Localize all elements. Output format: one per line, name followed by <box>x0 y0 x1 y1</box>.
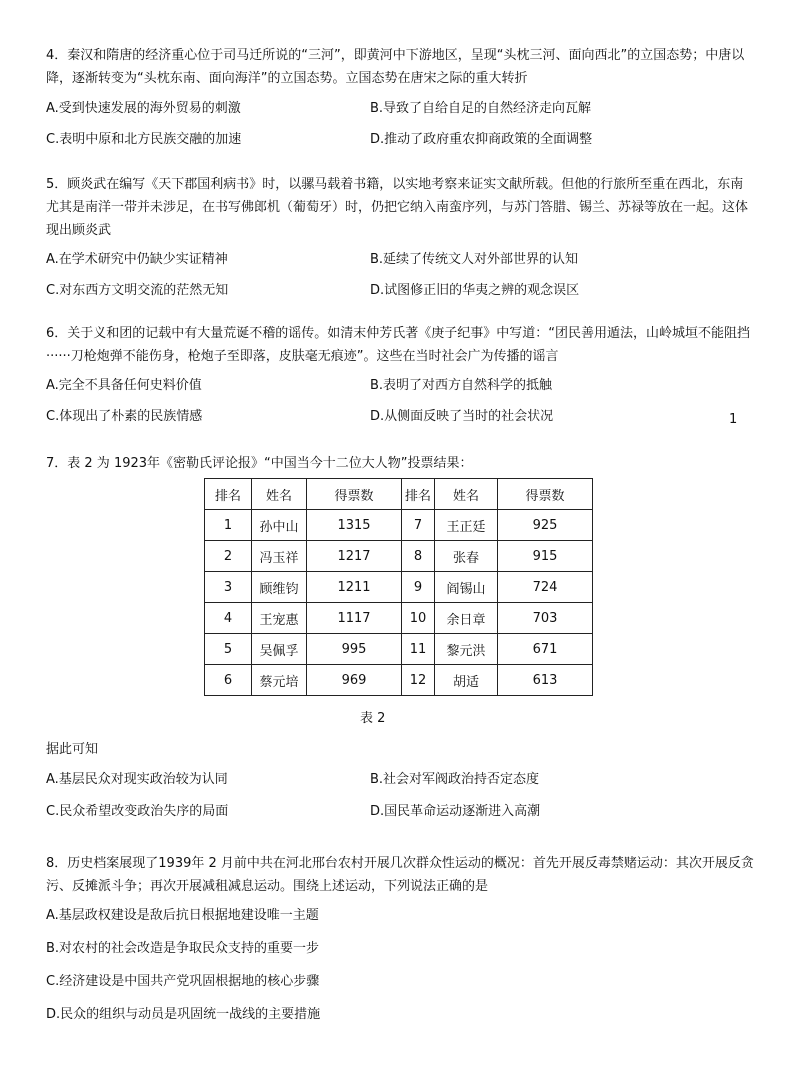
table-cell: 2 <box>205 541 252 572</box>
question-6-option-c[interactable]: C.体现出了朴素的民族情感 <box>46 409 203 424</box>
question-4-option-b[interactable]: B.导致了自给自足的自然经济走向瓦解 <box>370 101 592 116</box>
question-6-option-b[interactable]: B.表明了对西方自然科学的抵触 <box>370 378 553 393</box>
table-cell: 4 <box>205 603 252 634</box>
table-cell: 王正廷 <box>435 510 498 541</box>
question-8-option-a[interactable]: A.基层政权建设是敌后抗日根据地建设唯一主题 <box>46 908 319 923</box>
question-5-stem: 5．顾炎武在编写《天下郡国利病书》时，以骡马载着书籍，以实地考察来证实文献所载。但他的行旅所至重在西北，东南尤其是南洋一带并未涉足，在书写佛郎机（葡萄牙）时，仍把它纳入南蛮序列，与苏门答腊、锡兰、苏禄等放在一起。这体现出顾炎武 <box>46 177 749 238</box>
table-cell: 冯玉祥 <box>252 541 307 572</box>
table-cell: 8 <box>402 541 435 572</box>
question-6-option-d[interactable]: D.从侧面反映了当时的社会状况 <box>370 409 554 424</box>
question-8-option-c[interactable]: C.经济建设是中国共产党巩固根据地的核心步骤 <box>46 974 320 989</box>
table-cell: 10 <box>402 603 435 634</box>
table-header-cell: 排名 <box>402 479 435 510</box>
question-8-option-d[interactable]: D.民众的组织与动员是巩固统一战线的主要措施 <box>46 1007 321 1022</box>
question-7-option-c[interactable]: C.民众希望改变政治失序的局面 <box>46 804 229 819</box>
table-header-cell: 姓名 <box>252 479 307 510</box>
table-cell: 顾维钧 <box>252 572 307 603</box>
question-6-option-a[interactable]: A.完全不具备任何史料价值 <box>46 378 202 393</box>
question-4-options <box>46 97 754 167</box>
table-cell: 蔡元培 <box>252 665 307 696</box>
table-cell: 1315 <box>307 510 402 541</box>
table-cell: 胡适 <box>435 665 498 696</box>
table-cell: 724 <box>498 572 593 603</box>
question-5-option-d[interactable]: D.试图修正旧的华夷之辨的观念误区 <box>370 283 580 298</box>
question-5 <box>46 173 754 318</box>
table-row <box>205 572 593 603</box>
table-cell: 9 <box>402 572 435 603</box>
table-cell: 阎锡山 <box>435 572 498 603</box>
table-cell: 613 <box>498 665 593 696</box>
table-header-cell: 得票数 <box>498 479 593 510</box>
question-4-option-a[interactable]: A.受到快速发展的海外贸易的刺激 <box>46 101 241 116</box>
table-cell: 703 <box>498 603 593 634</box>
table-cell: 张春 <box>435 541 498 572</box>
table-cell: 王宠惠 <box>252 603 307 634</box>
question-4-option-c[interactable]: C.表明中原和北方民族交融的加速 <box>46 132 242 147</box>
question-4 <box>46 44 754 167</box>
table-cell: 余日章 <box>435 603 498 634</box>
vote-results-table <box>204 478 593 696</box>
question-8-stem: 8．历史档案展现了1939年 2 月前中共在河北邢台农村开展几次群众性运动的概况：首先开展反毒禁赌运动：其次开展反贪污、反摊派斗争；再次开展减租减息运动。围绕上述运动，下列说法正确的是 <box>46 856 754 894</box>
table-cell: 7 <box>402 510 435 541</box>
question-5-option-b[interactable]: B.延续了传统文人对外部世界的认知 <box>370 252 579 267</box>
table-cell: 995 <box>307 634 402 665</box>
question-4-option-d[interactable]: D.推动了政府重农抑商政策的全面调整 <box>370 132 593 147</box>
table-cell: 12 <box>402 665 435 696</box>
table-header-cell: 排名 <box>205 479 252 510</box>
table-cell: 671 <box>498 634 593 665</box>
question-7-options-wrap <box>46 768 754 828</box>
question-7-options <box>46 768 754 828</box>
table-cell: 915 <box>498 541 593 572</box>
question-6-options <box>46 374 754 434</box>
table-cell: 6 <box>205 665 252 696</box>
table-row <box>205 665 593 696</box>
table-header-row <box>205 479 593 510</box>
question-4-stem: 4．秦汉和隋唐的经济重心位于司马迁所说的“三河”，即黄河中下游地区，呈现“头枕三河、面向西北”的立国态势；中唐以降，逐渐转变为“头枕东南、面向海洋”的立国态势。立国态势在唐宋之际的重大转折 <box>46 48 745 86</box>
question-7 <box>46 452 754 475</box>
table-cell: 1211 <box>307 572 402 603</box>
question-7-option-d[interactable]: D.国民革命运动逐渐进入高潮 <box>370 804 541 819</box>
table-cell: 11 <box>402 634 435 665</box>
table-cell: 黎元洪 <box>435 634 498 665</box>
question-8-options <box>46 904 754 1034</box>
table-row <box>205 510 593 541</box>
question-7-option-b[interactable]: B.社会对军阀政治持否定态度 <box>370 772 540 787</box>
table-cell: 3 <box>205 572 252 603</box>
table-row <box>205 634 593 665</box>
table-cell: 925 <box>498 510 593 541</box>
table-header-cell: 得票数 <box>307 479 402 510</box>
question-6-stem: 6．关于义和团的记载中有大量荒诞不稽的谣传。如清末仲芳氏著《庚子纪事》中写道：“团民善用遁法，山岭城垣不能阻挡······刀枪炮弹不能伤身，枪炮子至即落，皮肤毫无痕迹”。这些在当时社会广为传播的谣言 <box>46 326 751 364</box>
question-6 <box>46 322 754 434</box>
table-cell: 5 <box>205 634 252 665</box>
question-8 <box>46 852 754 1034</box>
table-cell: 吴佩孚 <box>252 634 307 665</box>
table-row <box>205 541 593 572</box>
question-5-options <box>46 248 754 318</box>
question-5-option-a[interactable]: A.在学术研究中仍缺少实证精神 <box>46 252 228 267</box>
table-row <box>205 603 593 634</box>
table-header-cell: 姓名 <box>435 479 498 510</box>
table-cell: 孙中山 <box>252 510 307 541</box>
question-7-lead: 据此可知 <box>46 742 99 757</box>
table-cell: 1 <box>205 510 252 541</box>
question-7-option-a[interactable]: A.基层民众对现实政治较为认同 <box>46 772 228 787</box>
table-cell: 969 <box>307 665 402 696</box>
question-5-option-c[interactable]: C.对东西方文明交流的茫然无知 <box>46 283 229 298</box>
table-cell: 1117 <box>307 603 402 634</box>
question-7-stem: 7．表 2 为 1923年《密勒氏评论报》“中国当今十二位大人物”投票结果： <box>46 456 473 471</box>
table-caption: 表 2 <box>360 711 386 726</box>
question-8-option-b[interactable]: B.对农村的社会改造是争取民众支持的重要一步 <box>46 941 320 956</box>
table-cell: 1217 <box>307 541 402 572</box>
page-number: 1 <box>729 412 738 427</box>
